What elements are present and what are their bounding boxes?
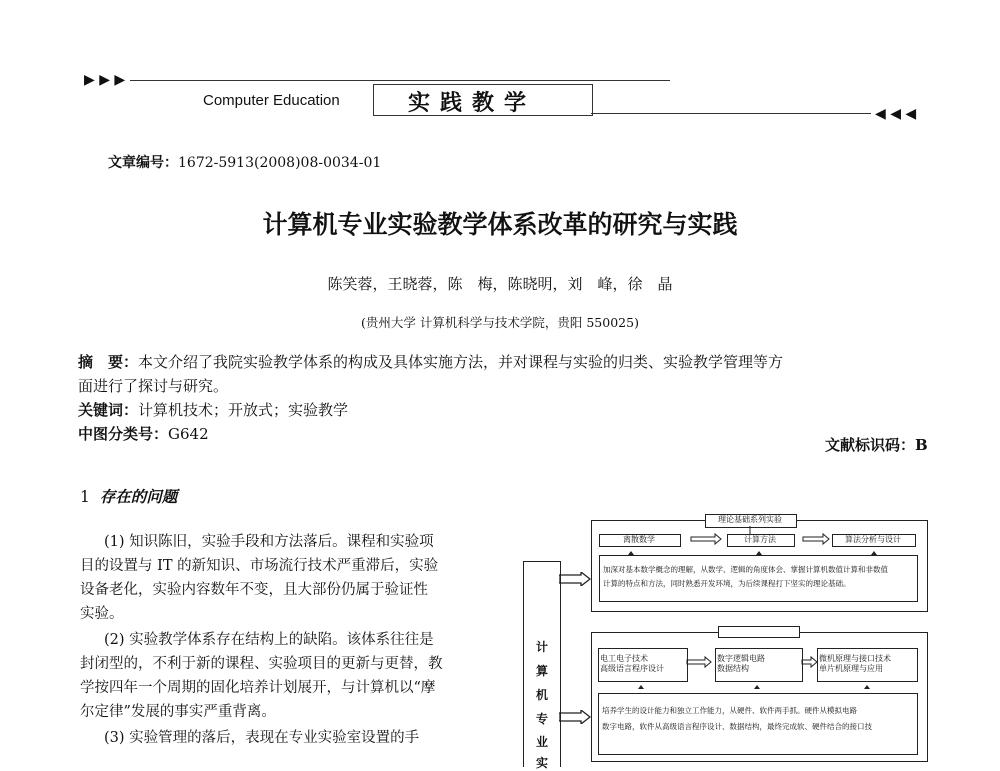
document-code <box>825 434 928 455</box>
diagram-group-title: 理论基础系列实验 <box>718 515 782 524</box>
abstract-text-1: 本文介绍了我院实验教学体系的构成及具体实施方法，并对课程与实验的归类、实验教学管理等方 <box>138 353 784 371</box>
section-heading-number: 1 <box>80 488 90 506</box>
diagram-course-label: 电工电子技术 高级语言程序设计 <box>600 654 664 673</box>
diagram-course-label: 离散数学 <box>623 535 655 544</box>
abstract-line-1 <box>78 350 958 374</box>
abstract <box>78 350 958 446</box>
body-line: 学按四年一个周期的固化培养计划展开，与计算机以“摩 <box>80 680 436 696</box>
article-number-value: 1672-5913(2008)08-0034-01 <box>178 155 382 171</box>
keywords <box>78 398 958 422</box>
body-line: 尔定律”发展的事实严重背离。 <box>80 704 276 720</box>
clc-value: G642 <box>168 425 209 443</box>
journal-name: Computer Education <box>203 92 340 109</box>
body-line: (1) 知识陈旧，实验手段和方法落后。课程和实验项 <box>104 534 434 550</box>
article-number <box>108 152 381 172</box>
diagram-spine-label: 算 <box>536 664 549 678</box>
keywords-label: 关键词： <box>78 401 139 419</box>
abstract-label: 摘 要： <box>78 353 139 371</box>
diagram-course-label: 数字逻辑电路 数据结构 <box>717 654 765 673</box>
diagram-desc-text: 计算的特点和方法，同时熟悉开发环境，为后续课程打下坚实的理论基础。 <box>603 579 851 588</box>
body-line: 封闭型的，不利于新的课程、实验项目的更新与更替，教 <box>80 656 443 672</box>
section-heading <box>80 485 177 507</box>
body-line: (2) 实验教学体系存在结构上的缺陷。该体系往往是 <box>104 632 434 648</box>
abstract-text-2: 面进行了探讨与研究。 <box>78 377 229 395</box>
document-code-label: 文献标识码： <box>825 436 916 454</box>
document-code-value: B <box>915 436 928 454</box>
diagram-spine-label: 业 <box>536 735 549 749</box>
diagram-desc-text: 数字电路，软件从高级语言程序设计、数据结构，最终完成软、硬件结合的接口技 <box>602 722 872 731</box>
diagram-desc-text: 培养学生的设计能力和独立工作能力，从硬件、软件两手抓。硬件从模拟电路 <box>602 706 857 715</box>
keywords-value: 计算机技术；开放式；实验教学 <box>138 401 349 419</box>
diagram-course-label: 算法分析与设计 <box>845 535 901 544</box>
body-line: 设备老化，实验内容数年不变，且大部份仍属于验证性 <box>80 582 428 598</box>
arrow-right-icon <box>559 710 591 724</box>
arrow-right-icon <box>559 572 591 586</box>
diagram-desc-text: 加深对基本数学概念的理解，从数学、逻辑的角度体会、掌握计算机数值计算和非数值 <box>603 565 888 574</box>
section-heading-text: 存在的问题 <box>99 487 178 506</box>
triangle-left-icon: ◀ ◀ ◀ <box>875 106 917 122</box>
article-number-label: 文章编号： <box>108 155 178 171</box>
page-title: 计算机专业实验教学体系改革的研究与实践 <box>262 211 738 239</box>
clc-label: 中图分类号： <box>78 425 169 443</box>
body-line: 实验。 <box>80 606 124 622</box>
diagram-spine-label: 计 <box>536 640 549 654</box>
triangle-right-icon: ▶ ▶ ▶ <box>84 72 126 88</box>
diagram-spine-label: 机 <box>536 688 549 702</box>
header-rule-right <box>591 113 871 114</box>
section-title: 实践教学 <box>408 90 537 116</box>
diagram-course-label: 计算方法 <box>744 535 776 544</box>
diagram-spine-label: 实 <box>536 756 549 770</box>
body-line: 目的设置与 IT 的新知识、市场流行技术严重滞后，实验 <box>80 558 439 574</box>
body-line: (3) 实验管理的落后，表现在专业实验室设置的手 <box>104 730 420 746</box>
authors: 陈笑蓉，王晓蓉，陈 梅，陈晓明，刘 峰，徐 晶 <box>327 275 673 293</box>
affiliation: (贵州大学 计算机科学与技术学院，贵阳 550025) <box>361 315 639 330</box>
header-rule-left <box>130 80 670 81</box>
diagram-spine-label: 专 <box>536 712 549 726</box>
diagram-course-label: 微机原理与接口技术 单片机原理与应用 <box>819 654 891 673</box>
